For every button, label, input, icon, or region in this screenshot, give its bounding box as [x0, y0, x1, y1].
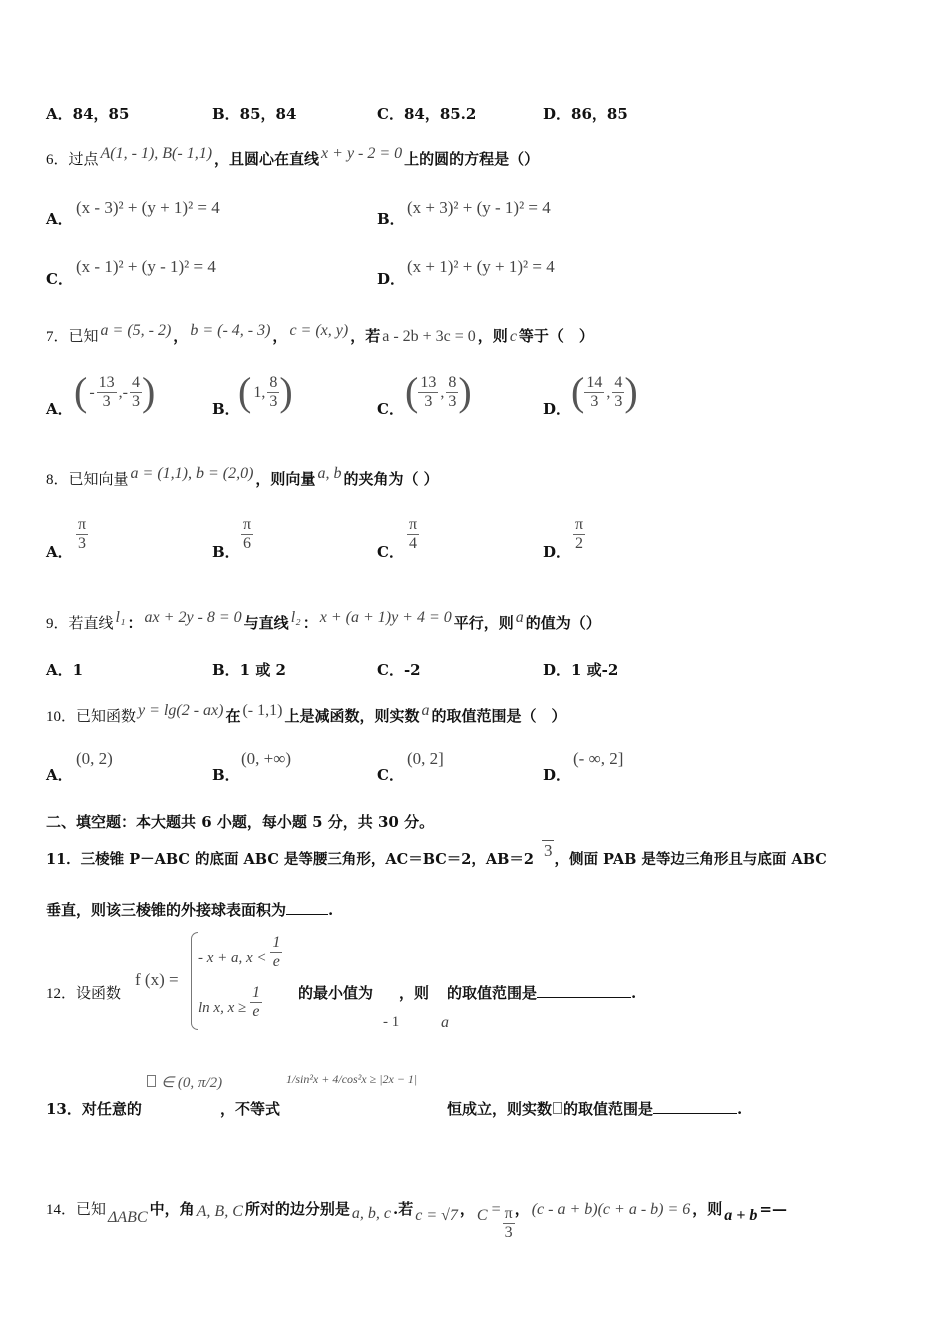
q7-option-b: ( 1, $\frac{8}{3}$ ) [238, 369, 293, 414]
q10-option-a-label: A． [46, 766, 73, 784]
q11-line-1: 11．三棱锥 P－ABC 的底面 ABC 是等腰三角形，AC＝BC＝2，AB＝2 3 ，侧面 PAB 是等边三角形且与底面 ABC [46, 841, 827, 868]
q12-fx: f (x) = [135, 970, 179, 989]
q6-option-c-label: C． [46, 270, 73, 288]
q12-a-symbol: a [441, 1014, 449, 1031]
q6-stem: 6．过点 A(1, - 1), B(- 1,1) ，且圆心在直线 x + y - 2 = 0 上的圆的方程是（） [46, 145, 540, 168]
q10-option-d: (- ∞, 2] [573, 749, 624, 768]
q7-option-d: ( $\frac{14}{3}$ , $\frac{4}{3}$ ) [571, 369, 638, 414]
q13-answer-blank[interactable] [653, 1099, 737, 1114]
q7-option-d-label: D． [543, 400, 572, 418]
q7-vector-b: b = (- 4, - 3) [190, 322, 271, 339]
q7-option-b-label: B． [212, 400, 240, 418]
q6-option-b-label: B． [377, 210, 405, 228]
q12-minus-one: - 1 [383, 1014, 400, 1030]
q6-option-d: (x + 1)² + (y + 1)² = 4 [407, 257, 555, 276]
section-heading: 二、填空题：本大题共 6 小题，每小题 5 分，共 30 分。 [46, 813, 435, 831]
q7-stem: 7．已知 a = (5, - 2) ， b = (- 4, - 3) ， c = (x, y) ，若 a - 2b + 3c = 0 ，则 c 等于（ ） [46, 322, 594, 345]
q6-number: 6．过点 [46, 152, 99, 168]
q14-stem: 14．已知 ΔABC 中，角 A, B, C 所对的边分别是 a, b, c .若 c = √7 ， C = $\frac{\pi}{3}$ ， (c - a + b)(c + a - b) = 6 ，则 a + b =— [46, 1200, 787, 1241]
q10-option-b-label: B． [212, 766, 240, 784]
q5-option-b: B．85，84 [212, 105, 297, 123]
q9-option-d: D．1 或-2 [543, 661, 619, 679]
q13-condition: ∈ (0, π/2) [147, 1072, 222, 1092]
q12-case-1: - x + a, x < $\frac{1}{e}$ [198, 934, 281, 970]
q7-option-a-label: A． [46, 400, 73, 418]
q12-brace [191, 932, 198, 1030]
q7-vector-a: a = (5, - 2) [100, 322, 172, 339]
q8-option-c: $\frac{\pi}{4}$ [409, 516, 418, 552]
q10-option-d-label: D． [543, 766, 572, 784]
q6-option-b: (x + 3)² + (y - 1)² = 4 [407, 198, 551, 217]
q10-option-a: (0, 2) [76, 749, 113, 768]
q10-option-b: (0, +∞) [241, 749, 292, 768]
q7-option-c: ( $\frac{13}{3}$ , $\frac{8}{3}$ ) [405, 369, 472, 414]
q13-number: 13．对任意的 [46, 1100, 142, 1118]
q6-option-d-label: D． [377, 270, 406, 288]
q10-option-c: (0, 2] [407, 749, 444, 768]
q9-option-b: B．1 或 2 [212, 661, 286, 679]
q5-option-d: D．86，85 [543, 105, 628, 123]
q13-mid: ，不等式 [220, 1100, 281, 1118]
q10-function: y = lg(2 - ax) [138, 702, 224, 719]
q9-stem: 9．若直线 l₁ ： ax + 2y - 8 = 0 与直线 l₂ ： x + (a + 1)y + 4 = 0 平行，则 a 的值为（） [46, 609, 601, 632]
q11-line-2: 垂直，则该三棱锥的外接球表面积为 . [46, 901, 334, 919]
q8-option-b-label: B． [212, 543, 240, 561]
q6-points: A(1, - 1), B(- 1,1) [100, 145, 213, 162]
q7-option-c-label: C． [377, 400, 404, 418]
q8-stem: 8．已知向量 a = (1,1), b = (2,0) ，则向量 a, b 的夹角为（ ） [46, 465, 439, 488]
q11-sqrt: 3 [543, 841, 553, 860]
q11-answer-blank[interactable] [286, 900, 328, 915]
q8-option-c-label: C． [377, 543, 404, 561]
q10-stem: 10．已知函数 y = lg(2 - ax) 在 (- 1,1) 上是减函数，则实数 a 的取值范围是（ ） [46, 702, 567, 725]
q6-line: x + y - 2 = 0 [321, 145, 403, 162]
q9-line-2: x + (a + 1)y + 4 = 0 [319, 609, 452, 626]
q7-vector-c: c = (x, y) [289, 322, 349, 339]
q9-option-a: A．1 [46, 661, 84, 679]
q5-option-c: C．84，85.2 [377, 105, 477, 123]
q12-stem: 12．设函数 [46, 986, 122, 1002]
q12-answer-blank[interactable] [537, 983, 631, 998]
q8-option-a: $\frac{\pi}{3}$ [78, 516, 87, 552]
q9-option-c: C．-2 [377, 661, 421, 679]
q6-option-c: (x - 1)² + (y - 1)² = 4 [76, 257, 216, 276]
q8-option-d-label: D． [543, 543, 572, 561]
q12-tail: 的最小值为 ，则 的取值范围是 . [298, 984, 637, 1002]
q8-option-b: $\frac{\pi}{6}$ [243, 516, 252, 552]
q8-option-d: $\frac{\pi}{2}$ [575, 516, 584, 552]
q13-inequality: 1/sin²x + 4/cos²x ≥ |2x − 1| [286, 1072, 418, 1086]
q12-case-2: ln x, x ≥ $\frac{1}{e}$ [198, 984, 260, 1020]
q7-option-a: ( - $\frac{13}{3}$ ,- $\frac{4}{3}$ ) [74, 369, 156, 414]
q9-line-1: ax + 2y - 8 = 0 [144, 609, 242, 626]
q6-option-a-label: A． [46, 210, 73, 228]
missing-glyph-icon [553, 1102, 562, 1114]
missing-glyph-icon [147, 1075, 156, 1087]
q5-option-a: A．84，85 [46, 105, 130, 123]
q8-option-a-label: A． [46, 543, 73, 561]
q10-option-c-label: C． [377, 766, 404, 784]
q6-option-a: (x - 3)² + (y + 1)² = 4 [76, 198, 220, 217]
q8-vectors: a = (1,1), b = (2,0) [130, 465, 254, 482]
q13-tail: 恒成立，则实数 的取值范围是 . [447, 1100, 743, 1118]
